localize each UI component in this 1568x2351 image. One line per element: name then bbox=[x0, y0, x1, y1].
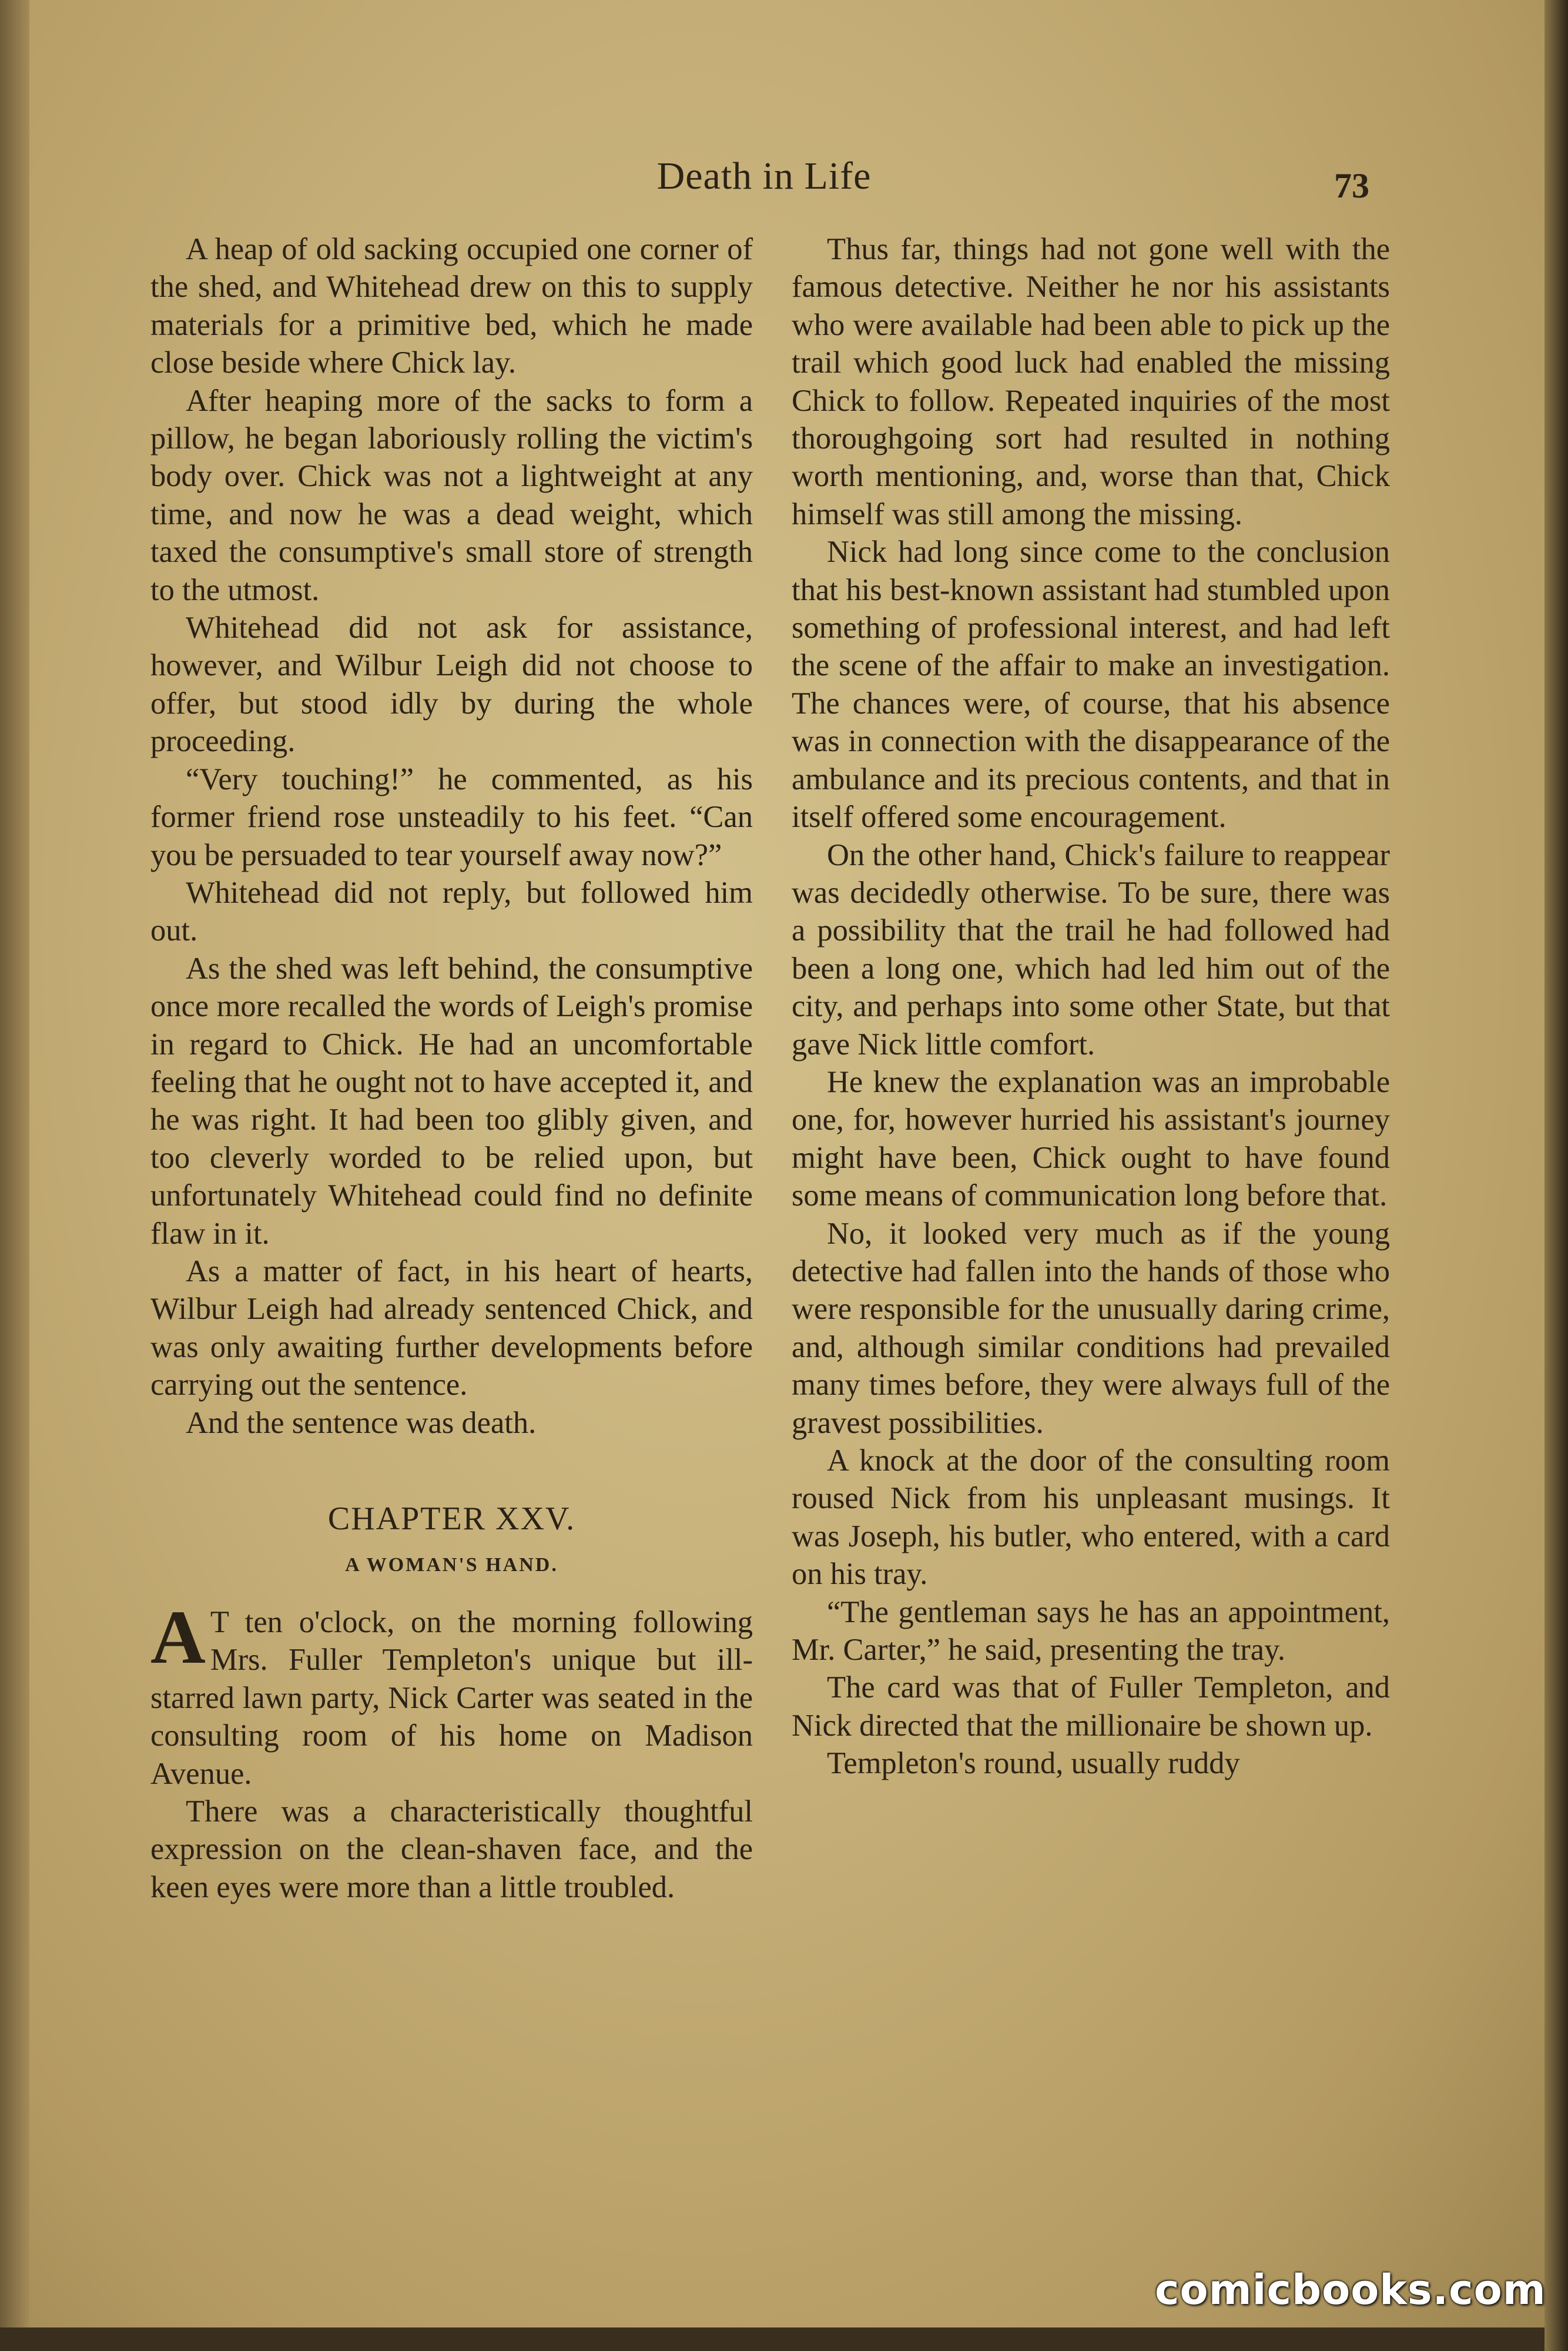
paragraph: Whitehead did not ask for assistance, however, and Wilbur Leigh did not choose to offer, but stood idly by during the whole proceeding. bbox=[150, 611, 753, 759]
left-column bbox=[150, 230, 753, 1906]
paragraph: “The gentleman says he has an appointment, Mr. Carter,” he said, presenting the tray. bbox=[792, 1595, 1390, 1667]
paragraph: Thus far, things had not gone well with the famous detective. Neither he nor his assistants who were available had been able to pick up the trail which good luck had enabled the missing Chick to follow. Repeated inquiries of the most thoroughgoing sort had resulted in nothing worth mentioning, and, worse than that, Chick himself was still among the missing. bbox=[792, 232, 1390, 531]
paragraph: On the other hand, Chick's failure to reappear was decidedly otherwise. To be sure, there was a possibility that the trail he had followed had been a long one, which had led him out of the city, and perhaps into some other State, but that gave Nick little comfort. bbox=[792, 838, 1390, 1061]
chapter-first-paragraph bbox=[150, 1595, 753, 1793]
paragraph: “Very touching!” he commented, as his former friend rose unsteadily to his feet. “Can you be persuaded to tear yourself away now?” bbox=[150, 762, 753, 872]
page-number: 73 bbox=[1334, 166, 1369, 205]
paragraph: A knock at the door of the consulting room roused Nick from his unpleasant musings. It was Joseph, his butler, who entered, with a card on his tray. bbox=[792, 1444, 1390, 1592]
chapter-heading bbox=[150, 1498, 753, 1580]
paragraph: He knew the explanation was an improbable one, for, however hurried his assistant's journey might have been, Chick ought to have found some means of communication long before that. bbox=[792, 1064, 1390, 1213]
paragraph: And the sentence was death. bbox=[186, 1405, 537, 1440]
paragraph: The card was that of Fuller Templeton, and Nick directed that the millionaire be shown up. bbox=[792, 1670, 1390, 1743]
site-watermark: comicbooks.com bbox=[1155, 2266, 1546, 2314]
paragraph: As a matter of fact, in his heart of hearts, Wilbur Leigh had already sentenced Chick, and was only awaiting further developments before carrying out the sentence. bbox=[150, 1254, 753, 1402]
paragraph: After heaping more of the sacks to form a pillow, he began laboriously rolling the victim's body over. Chick was not a lightweight at any time, and now he was a dead weight, which taxed the consumptive's small store of strength to the utmost. bbox=[150, 383, 753, 607]
paragraph: Whitehead did not reply, but followed him out. bbox=[150, 875, 753, 948]
paragraph: Nick had long since come to the conclusion that his best-known assistant had stumbled upon something of professional interest, and had left the scene of the affair to make an investigation. The chances were, of course, that his absence was in connection with the disappearance of the ambulance and its precious contents, and that in itself offered some encouragement. bbox=[792, 535, 1390, 835]
chapter-subtitle: A WOMAN'S HAND. bbox=[345, 1554, 558, 1576]
right-column bbox=[792, 230, 1390, 1783]
page-right-edge bbox=[1544, 0, 1568, 2351]
chapter-body bbox=[150, 1595, 753, 1906]
paragraph: Templeton's round, usually ruddy bbox=[827, 1746, 1240, 1781]
paragraph: No, it looked very much as if the young detective had fallen into the hands of those who were responsible for the unusually daring crime, and, although similar conditions had prevailed many times before, they were always full of the gravest possibilities. bbox=[792, 1216, 1390, 1440]
paragraph: As the shed was left behind, the consumptive once more recalled the words of Leigh's promise in regard to Chick. He had an uncomfortable feeling that he ought not to have accepted it, and he was right. It had been too glibly given, and too cleverly worded to be relied upon, but unfortunately Whitehead could find no definite flaw in it. bbox=[150, 951, 753, 1251]
chapter-title: CHAPTER XXV. bbox=[327, 1501, 576, 1537]
chapter-first-paragraph-text: T ten o'clock, on the morning following Mrs. Fuller Templeton's unique but ill-starred lawn party, Nick Carter was seated in the consulting room of his home on Madison Avenue. bbox=[150, 1605, 753, 1791]
drop-cap: A bbox=[150, 1595, 206, 1680]
paragraph: There was a characteristically thoughtful expression on the clean-shaven face, and the keen eyes were more than a little troubled. bbox=[150, 1794, 753, 1904]
running-title: Death in Life bbox=[656, 155, 872, 197]
page-left-edge bbox=[0, 0, 29, 2327]
paragraph: A heap of old sacking occupied one corner of the shed, and Whitehead drew on this to supply materials for a primitive bed, which he made close beside where Chick lay. bbox=[150, 232, 753, 380]
